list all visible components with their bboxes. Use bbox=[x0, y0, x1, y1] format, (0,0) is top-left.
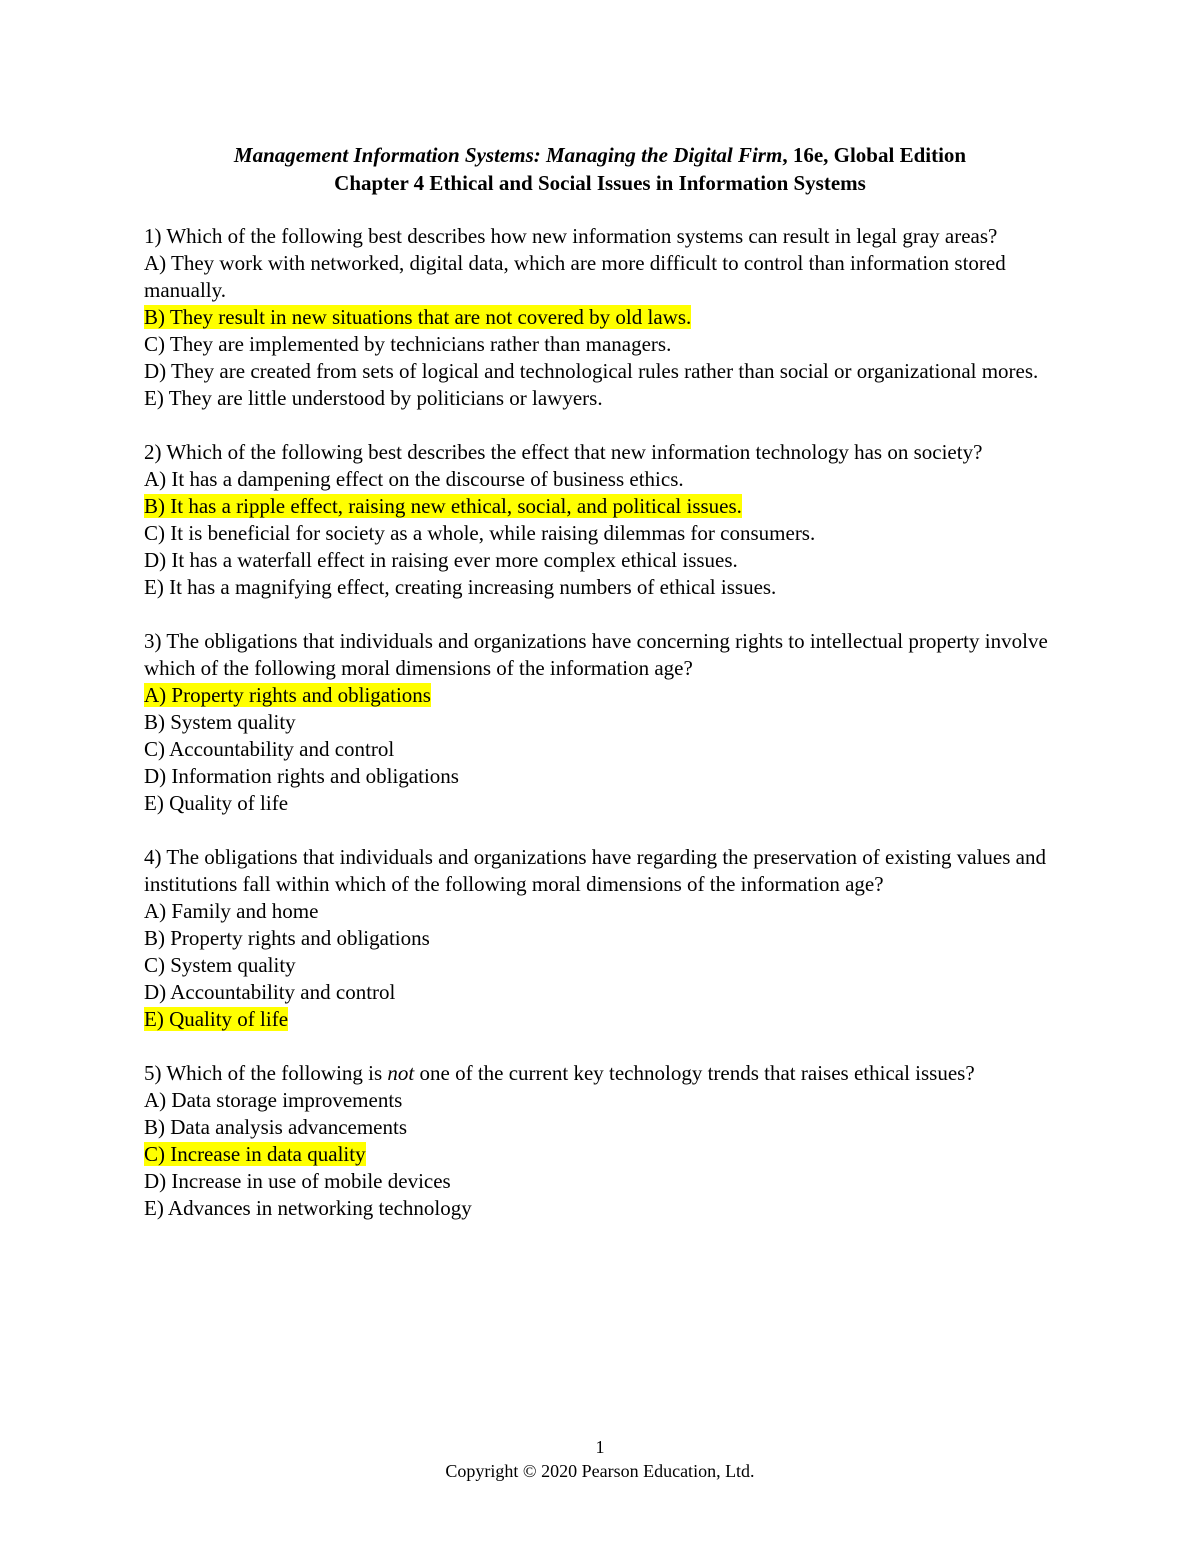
option-d: D) Accountability and control bbox=[144, 980, 396, 1004]
question-2 bbox=[144, 439, 1059, 601]
question-5 bbox=[144, 1060, 1059, 1222]
correct-answer-highlight: E) Quality of life bbox=[144, 1007, 289, 1031]
question-stem: 5) Which of the following is not one of the current key technology trends that raises ethical issues? bbox=[144, 1061, 975, 1085]
option-e: E) Advances in networking technology bbox=[144, 1196, 472, 1220]
option-b: B) Data analysis advancements bbox=[144, 1115, 407, 1139]
option-b: B) Property rights and obligations bbox=[144, 926, 430, 950]
question-stem: 2) Which of the following best describes the effect that new information technology has on society? bbox=[144, 440, 983, 464]
option-e: E) It has a magnifying effect, creating increasing numbers of ethical issues. bbox=[144, 575, 777, 599]
question-4 bbox=[144, 844, 1059, 1033]
option-c: C) It is beneficial for society as a whole, while raising dilemmas for consumers. bbox=[144, 521, 816, 545]
option-c: C) Accountability and control bbox=[144, 737, 395, 761]
option-b bbox=[144, 493, 1059, 520]
option-e: E) Quality of life bbox=[144, 791, 289, 815]
option-a: A) Family and home bbox=[144, 899, 319, 923]
copyright-notice: Copyright © 2020 Pearson Education, Ltd. bbox=[445, 1461, 755, 1481]
correct-answer-highlight: A) Property rights and obligations bbox=[144, 683, 431, 707]
book-title-line bbox=[0, 141, 1200, 169]
question-3 bbox=[144, 628, 1059, 817]
option-e bbox=[144, 1006, 1059, 1033]
question-stem: 3) The obligations that individuals and organizations have concerning rights to intellectual property involve which of the following moral dimensions of the information age? bbox=[144, 629, 1048, 680]
option-b: B) System quality bbox=[144, 710, 296, 734]
question-stem: 1) Which of the following best describes how new information systems can result in legal gray areas? bbox=[144, 224, 998, 248]
book-edition: , 16e, Global Edition bbox=[782, 143, 967, 167]
question-stem: 4) The obligations that individuals and organizations have regarding the preservation of existing values and institutions fall within which of the following moral dimensions of the information age? bbox=[144, 845, 1046, 896]
correct-answer-highlight: C) Increase in data quality bbox=[144, 1142, 366, 1166]
option-d: D) Increase in use of mobile devices bbox=[144, 1169, 451, 1193]
option-d: D) They are created from sets of logical and technological rules rather than social or organizational mores. bbox=[144, 359, 1039, 383]
option-d: D) Information rights and obligations bbox=[144, 764, 459, 788]
option-a: A) They work with networked, digital data, which are more difficult to control than information stored manually. bbox=[144, 251, 1006, 302]
option-c bbox=[144, 1141, 1059, 1168]
option-b bbox=[144, 304, 1059, 331]
correct-answer-highlight: B) They result in new situations that are not covered by old laws. bbox=[144, 305, 692, 329]
question-list bbox=[144, 223, 1059, 1249]
option-e: E) They are little understood by politicians or lawyers. bbox=[144, 386, 603, 410]
question-1 bbox=[144, 223, 1059, 412]
document-header bbox=[0, 141, 1200, 197]
option-a: A) Data storage improvements bbox=[144, 1088, 403, 1112]
option-c: C) System quality bbox=[144, 953, 296, 977]
option-c: C) They are implemented by technicians rather than managers. bbox=[144, 332, 672, 356]
page-number: 1 bbox=[595, 1437, 605, 1457]
book-title: Management Information Systems: Managing the Digital Firm bbox=[233, 143, 783, 167]
chapter-title: Chapter 4 Ethical and Social Issues in Information Systems bbox=[334, 171, 866, 195]
page-footer bbox=[0, 1435, 1200, 1483]
option-d: D) It has a waterfall effect in raising ever more complex ethical issues. bbox=[144, 548, 738, 572]
option-a: A) It has a dampening effect on the discourse of business ethics. bbox=[144, 467, 684, 491]
option-a bbox=[144, 682, 1059, 709]
emphasis-not: not bbox=[387, 1061, 415, 1085]
correct-answer-highlight: B) It has a ripple effect, raising new ethical, social, and political issues. bbox=[144, 494, 742, 518]
